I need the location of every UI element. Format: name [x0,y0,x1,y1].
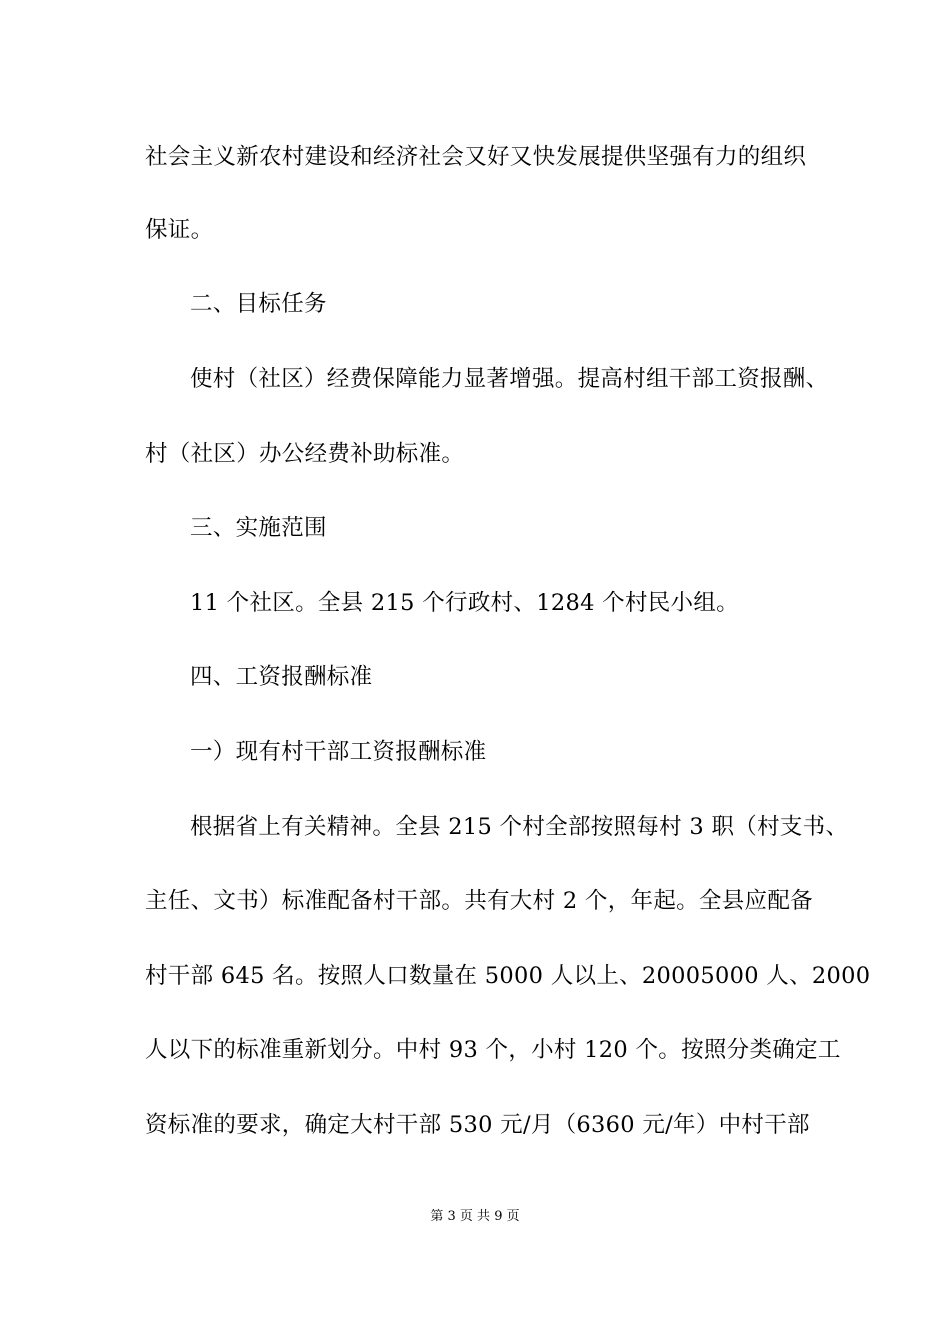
page-number-footer: 第 3 页 共 9 页 [430,1209,520,1224]
body-text-line-2: 保证。 [145,217,214,243]
body-text-line-5: 11 个社区。全县 215 个行政村、1284 个村民小组。 [190,590,739,616]
body-text-line-9: 人以下的标准重新划分。中村 93 个，小村 120 个。按照分类确定工 [145,1037,841,1063]
subsection-heading-current-salary: 一）现有村干部工资报酬标准 [190,739,487,765]
body-text-line-7: 主任、文书）标准配备村干部。共有大村 2 个，年起。全县应配备 [145,888,813,914]
section-heading-scope: 三、实施范围 [190,515,327,541]
section-heading-salary: 四、工资报酬标准 [190,664,373,690]
body-text-line-1: 社会主义新农村建设和经济社会又好又快发展提供坚强有力的组织 [145,144,807,170]
body-text-line-4: 村（社区）办公经费补助标准。 [145,441,465,467]
body-text-line-10: 资标准的要求，确定大村干部 530 元/月（6360 元/年）中村干部 [145,1112,810,1138]
section-heading-goals: 二、目标任务 [190,291,327,317]
body-text-line-8: 村干部 645 名。按照人口数量在 5000 人以上、20005000 人、2000 [145,963,871,989]
body-text-line-3: 使村（社区）经费保障能力显著增强。提高村组干部工资报酬、 [190,366,829,392]
body-text-line-6: 根据省上有关精神。全县 215 个村全部按照每村 3 职（村支书、 [190,814,849,840]
